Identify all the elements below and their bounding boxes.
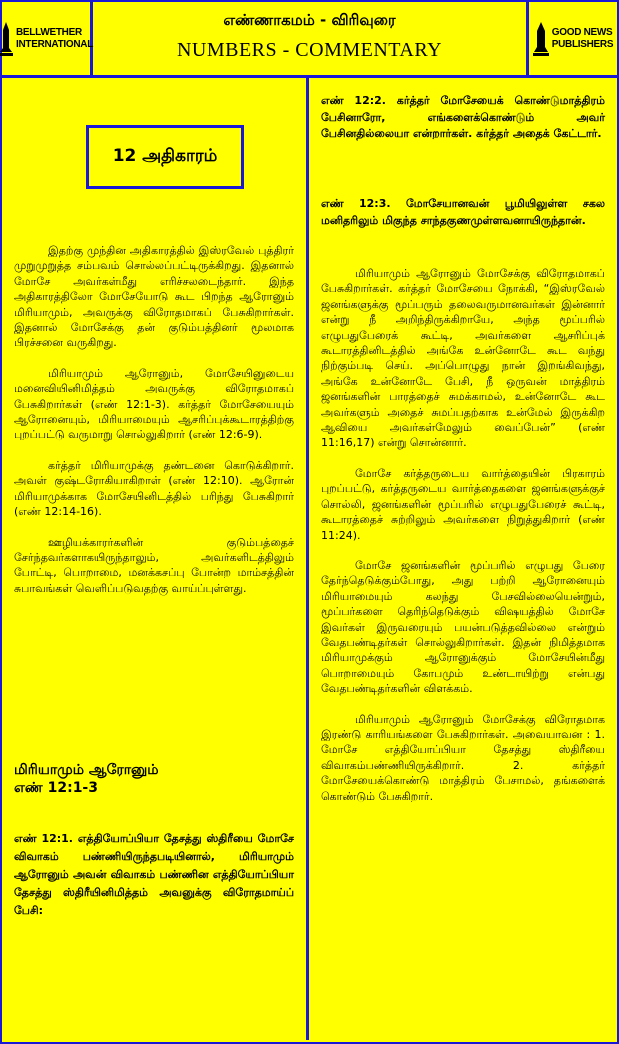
logo-right-line1: GOOD NEWS bbox=[551, 26, 613, 38]
section-heading-title: மிரியாமும் ஆரோனும் bbox=[14, 762, 159, 778]
page-header bbox=[2, 2, 617, 78]
left-paragraph: ஊழியக்காரர்களின் குடும்பத்தைச் சேர்ந்தவர்களாகயிருந்தாலும், அவர்களிடத்திலும் போட்டி, பொறாமை, மனக்கசப்பு போன்ற மாம்சத்தின் சுபாவங்கள் வெளிப்படுவதற்கு வாய்ப்புள்ளது. bbox=[14, 535, 294, 595]
logo-right-line2: PUBLISHERS bbox=[551, 38, 614, 50]
logo-left-line1: BELLWETHER bbox=[15, 26, 82, 38]
verse-12-3: எண் 12:3. மோசேயானவன் பூமியிலுள்ள சகல மனிதரிலும் மிகுந்த சாந்தகுணமுள்ளவனாயிருந்தான். bbox=[321, 197, 605, 227]
title-english: NUMBERS - COMMENTARY bbox=[176, 39, 443, 61]
right-paragraph: மிரியாமும் ஆரோனும் மோசேக்கு விரோதமாகப் பேசுகிறார்கள். கர்த்தர் மோசேயை நோக்கி, “இஸ்ரவேல் ஜனங்களுக்கு மூப்பரும் தலைவருமானவர்கள் இன்னார் என்று நீ அறிந்திருக்கிறாயே, அந்த மூப்பரில் எழுபதுபேரைக் கூட்டி, அவர்களை ஆசரிப்புக் கூடாரத்தினிடத்தில் அங்கே உன்னோடே கூட வந்து நிற்கும்படி செய். அப்பொழுது நான் இறங்கிவந்து, அங்கே உன்னோடே பேசி, நீ ஒருவன் மாத்திரம் ஜனங்களின் பாரத்தைச் சுமக்காமல், உன்னோடே கூட அவர்களும் அதைச் சுமப்பதற்காக உன்மேல் இருக்கிற ஆவியை அவர்கள்மேலும் வைப்பேன்” (எண் 11:16,17) என்று சொன்னார். bbox=[321, 267, 605, 450]
right-paragraph: மோசே கர்த்தருடைய வார்த்தையின் பிரகாரம் புறப்பட்டு, கர்த்தருடைய வார்த்தைகளை ஜனங்களுக்குச் சொல்லி, ஜனங்களின் மூப்பரில் எழுபதுபேரைச் கூட்டி, கூடாரத்தைச் சுற்றிலும் அவர்களை நிறுத்துகிறார் (எண் 11:24). bbox=[321, 466, 605, 542]
bellwether-emblem-icon bbox=[0, 22, 13, 56]
bellwether-logo bbox=[2, 2, 93, 75]
title-tamil: எண்ணாகமம் - விரிவுரை bbox=[223, 11, 396, 29]
right-paragraph: மிரியாமும் ஆரோனும் மோசேக்கு விரோதமாக இரண்டு காரியங்களை பேசுகிறார்கள். அவையாவன : 1. மோசே எத்தியோப்பியா தேசத்து ஸ்திரீயை விவாகம்பண்ணியிருக்கிறார். 2. கர்த்தர் மோசேயைக்கொண்டு மாத்திரம் பேசாமல், தங்களைக் கொண்டும் பேசுகிறார். bbox=[321, 712, 605, 803]
left-paragraph: கர்த்தர் மிரியாமுக்கு தண்டனை கொடுக்கிறார். அவள் குஷ்டரோகியாகிறாள் (எண் 12:10). ஆரோன் மிரியாமுக்காக மோசேயினிடத்தில் பரிந்து பேசுகிறார் (எண் 12:14-16). bbox=[14, 458, 294, 519]
section-heading-reference: எண் 12:1-3 bbox=[14, 780, 98, 796]
right-column bbox=[309, 78, 617, 1040]
logo-left-line2: INTERNATIONAL bbox=[15, 38, 94, 50]
good-news-emblem-icon bbox=[533, 22, 549, 56]
left-column bbox=[2, 78, 309, 1040]
right-commentary bbox=[321, 266, 605, 819]
verse-12-1: எண் 12:1. எத்தியோப்பியா தேசத்து ஸ்திரீயை மோசே விவாகம் பண்ணியிருந்தபடியினால், மிரியாமும் ஆரோனும் அவன் விவாகம் பண்ணின எத்தியோப்பியா தேசத்து ஸ்திரீயினிமித்தம் அவனுக்கு விரோதமாய்ப் பேசி: bbox=[14, 832, 294, 917]
right-paragraph: மோசே ஜனங்களின் மூப்பரில் எழுபது பேரை தேர்ந்தெடுக்கும்போது, அது பற்றி ஆரோனையும் மிரியாமையும் கலந்து பேசவில்லையென்றும், மூப்பர்களை தெரிந்தெடுக்கும் விஷயத்தில் மோசே இவர்கள் இருவரையும் பயன்படுத்தவில்லை என்றும் வேதபண்டிதர்கள் சொல்லுகிறார்கள். இதன் நிமித்தமாக மிரியாமுக்கும் ஆரோனுக்கும் மோசேயின்மீது பொறாமையும் கோபமும் உண்டாயிற்று என்பது வேதபண்டிதர்களின் விளக்கம். bbox=[321, 558, 605, 696]
left-paragraph: மிரியாமும் ஆரோனும், மோசேயினுடைய மனைவியினிமித்தம் அவருக்கு விரோதமாகப் பேசுகிறார்கள் (எண் 12:1-3). கர்த்தர் மோசேயையும் ஆரோனையும், மிரியாமையும் ஆசரிப்புக்கூடாரத்திற்கு புறப்பட்டு வருமாறு சொல்லுகிறார் (எண் 12:6-9). bbox=[14, 366, 294, 442]
good-news-logo bbox=[526, 2, 617, 75]
verse-12-2: எண் 12:2. கர்த்தர் மோசேயைக் கொண்டுமாத்திரம் பேசினாரோ, எங்களைக்கொண்டும் அவர் பேசினதில்லையா என்றார்கள். கர்த்தர் அதைக் கேட்டார். bbox=[321, 94, 605, 140]
page-title bbox=[93, 2, 526, 75]
left-intro bbox=[14, 243, 294, 611]
left-paragraph: இதற்கு முந்தின அதிகாரத்தில் இஸ்ரவேல் புத்திரர் முறுமுறுத்த சம்பவம் சொல்லப்பட்டிருக்கிறது. இதனால் மோசே அவர்கள்மீது எரிச்சலடைந்தார். இந்த அதிகாரத்திலோ மோசேயோடு கூட பிறந்த ஆரோனும் மிரியாமும், அவருக்கு விரோதமாகப் பேசுகிறார்கள். இதனால் மோசேக்கு தன் குடும்பத்தினர் மூலமாக பிரச்சனை வருகிறது. bbox=[14, 244, 294, 350]
section-heading bbox=[14, 761, 294, 797]
chapter-title: 12 அதிகாரம் bbox=[86, 125, 244, 189]
